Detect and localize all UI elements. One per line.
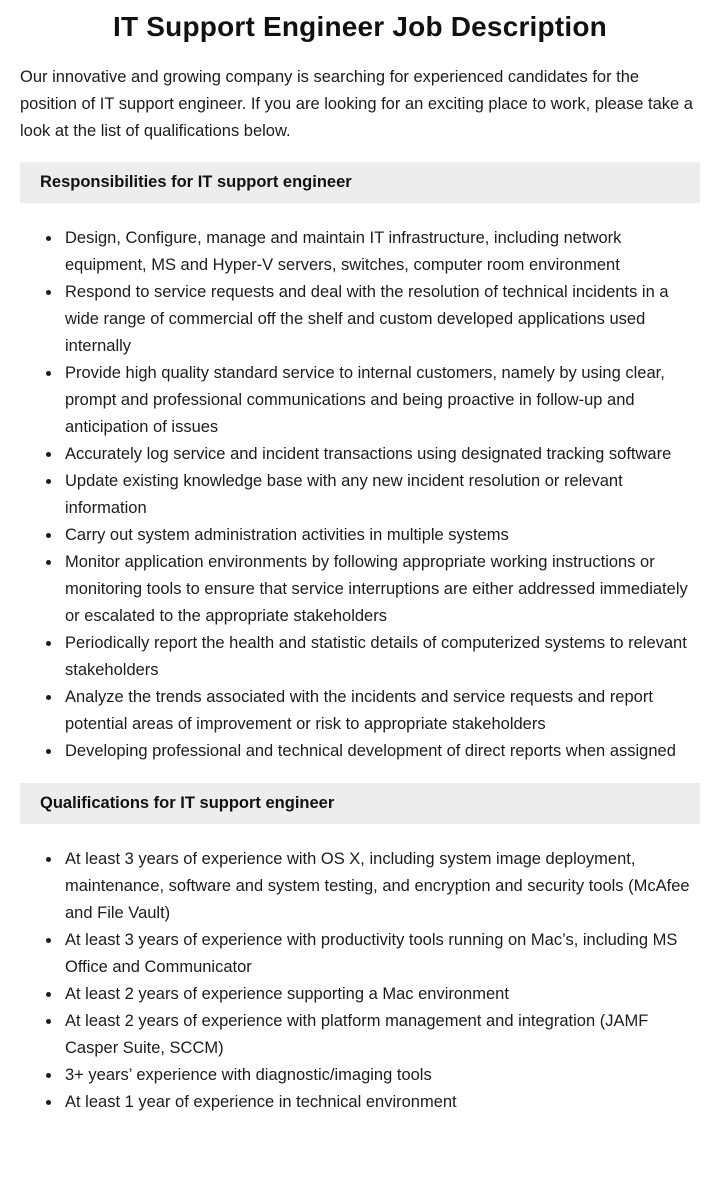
list-item: • Accurately log service and incident transactions using designated tracking software: [62, 441, 700, 468]
list-item: • Analyze the trends associated with the incidents and service requests and report potential areas of improvement or risk to appropriate stakeholders: [62, 684, 700, 738]
list-item: • Monitor application environments by following appropriate working instructions or monitoring tools to ensure that service interruptions are either addressed immediately or escalated to the appropriate stakeholders: [62, 549, 700, 630]
responsibilities-section-heading: Responsibilities for IT support engineer: [20, 162, 700, 203]
section-qualifications: [20, 783, 700, 1116]
list-item: • 3+ years’ experience with diagnostic/imaging tools: [62, 1062, 700, 1089]
list-item: • At least 3 years of experience with OS X, including system image deployment, maintenance, software and system testing, and encryption and security tools (McAfee and File Vault): [62, 846, 700, 927]
list-item: • Developing professional and technical development of direct reports when assigned: [62, 738, 700, 765]
list-item: • At least 2 years of experience with platform management and integration (JAMF Casper Suite, SCCM): [62, 1008, 700, 1062]
list-item: • Respond to service requests and deal with the resolution of technical incidents in a wide range of commercial off the shelf and custom developed applications used internally: [62, 279, 700, 360]
list-item: • Provide high quality standard service to internal customers, namely by using clear, prompt and professional communications and being proactive in follow-up and anticipation of issues: [62, 360, 700, 441]
qualifications-section-heading: Qualifications for IT support engineer: [20, 783, 700, 824]
list-item: • Periodically report the health and statistic details of computerized systems to relevant stakeholders: [62, 630, 700, 684]
section-responsibilities: [20, 162, 700, 765]
list-item: • Update existing knowledge base with any new incident resolution or relevant information: [62, 468, 700, 522]
qualifications-list: [20, 846, 700, 1116]
page-title: IT Support Engineer Job Description: [113, 11, 607, 42]
intro-paragraph: Our innovative and growing company is searching for experienced candidates for the position of IT support engineer. If you are looking for an exciting place to work, please take a look at the list of qualifications below.: [20, 68, 693, 140]
list-item: • Carry out system administration activities in multiple systems: [62, 522, 700, 549]
list-item: • At least 3 years of experience with productivity tools running on Mac’s, including MS Office and Communicator: [62, 927, 700, 981]
list-item: • At least 2 years of experience supporting a Mac environment: [62, 981, 700, 1008]
list-item: • At least 1 year of experience in technical environment: [62, 1089, 700, 1116]
responsibilities-list: [20, 225, 700, 765]
list-item: • Design, Configure, manage and maintain IT infrastructure, including network equipment, MS and Hyper-V servers, switches, computer room environment: [62, 225, 700, 279]
